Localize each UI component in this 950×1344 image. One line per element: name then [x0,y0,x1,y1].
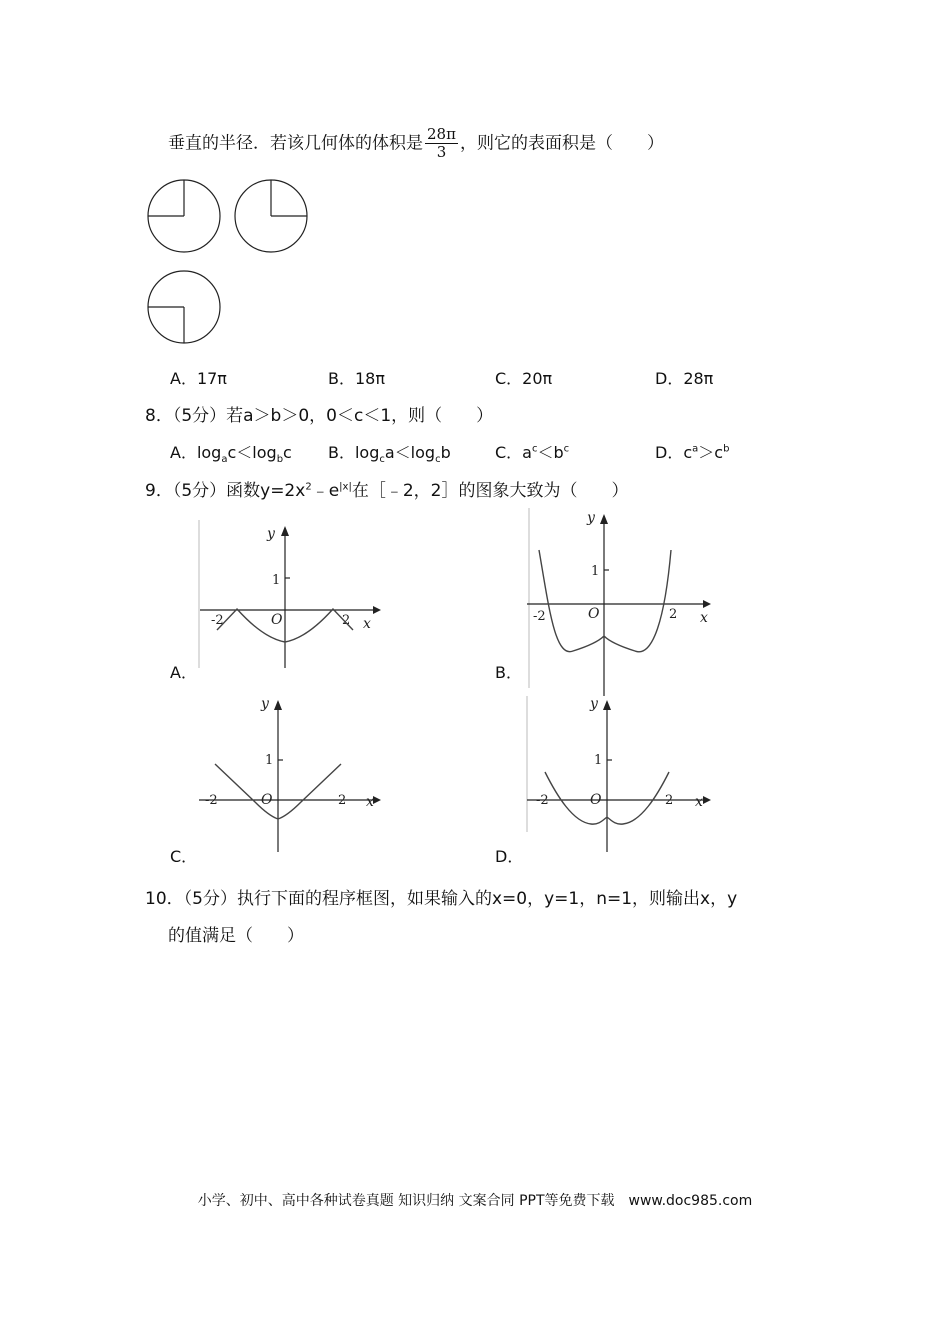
tick-1: 1 [272,573,281,588]
tick-2: 2 [665,793,674,808]
q8-a-part3: c [283,443,292,462]
y-axis-label: y [587,510,595,526]
y-axis-label: y [261,696,269,712]
tick-1: 1 [265,753,274,768]
tick-2: 2 [342,613,351,628]
volume-fraction [425,126,458,161]
q8-c-sup1: c [531,443,538,455]
q8-b-part2: a＜log [384,443,436,462]
fraction-denominator: 3 [436,143,447,161]
q7-option-b[interactable]: B．18π [328,369,385,388]
q8-d-part: D．c [655,443,693,462]
q7-option-a[interactable]: A．17π [170,369,227,388]
graph-d [525,692,715,857]
q9-stem-part2: ﹣e [311,481,340,501]
graph-c-label[interactable]: C． [170,847,198,866]
tick-neg2: -2 [211,613,224,628]
q9-stem [145,476,628,501]
q8-c-part: C．a [495,443,532,462]
origin-label: O [271,612,283,628]
q9-stem-part1: 9．（5分）函数y=2x [145,481,306,501]
y-axis-label: y [267,526,275,542]
graph-c [195,692,385,857]
q8-a-part2: c＜log [227,443,277,462]
front-view-figure [146,178,222,254]
page-footer: 小学、初中、高中各种试卷真题 知识归纳 文案合同 PPT等免费下载 www.doc985.com [197,1193,753,1209]
q7-stem [168,126,664,161]
tick-neg2: -2 [536,793,549,808]
q8-b-part: B．log [328,443,380,462]
origin-label: O [590,792,602,808]
q10-stem-line2: 的值满足（ ） [168,926,304,946]
q8-c-sup2: c [563,443,570,455]
origin-label: O [261,792,273,808]
x-axis-label: x [700,610,708,626]
q8-c-part2: ＜b [537,443,564,462]
q7-text-after: ，则它的表面积是（ ） [459,133,664,154]
q8-b-sub2: c [435,454,441,466]
q7-option-c[interactable]: C．20π [495,369,553,388]
graph-a [195,520,385,670]
q8-option-a[interactable] [170,440,292,465]
x-axis-label: x [695,794,703,810]
graph-b [525,508,715,698]
tick-2: 2 [669,607,678,622]
y-axis-label: y [590,696,598,712]
graph-a-label[interactable]: A． [170,663,197,682]
x-axis-label: x [366,794,374,810]
q8-b-sub1: c [379,454,385,466]
x-axis-label: x [363,616,371,632]
q9-stem-part3: 在［﹣2，2］的图象大致为（ ） [351,481,629,501]
tick-2: 2 [338,793,347,808]
q7-option-d[interactable]: D．28π [655,369,714,388]
fraction-numerator: 28π [427,125,456,143]
tick-neg2: -2 [533,609,546,624]
q8-option-d[interactable] [655,440,729,463]
q7-text-before: 垂直的半径．若该几何体的体积是 [168,133,423,154]
q9-sup2: |x| [339,481,352,493]
origin-label: O [588,606,600,622]
q8-b-part3: b [440,443,451,462]
tick-1: 1 [594,753,603,768]
q8-a-sub2: b [276,454,284,466]
q10-stem-line1: 10．（5分）执行下面的程序框图，如果输入的x=0，y=1，n=1，则输出x，y [145,889,738,909]
q8-option-c[interactable] [495,440,569,463]
tick-neg2: -2 [205,793,218,808]
top-view-figure [146,269,222,345]
graph-b-label[interactable]: B． [495,663,522,682]
side-view-figure [233,178,309,254]
graph-d-label[interactable]: D． [495,847,524,866]
q8-d-sup2: b [723,443,730,455]
q8-a-part: A．log [170,443,222,462]
tick-1: 1 [591,564,600,579]
q8-d-part2: ＞c [698,443,724,462]
q8-a-sub1: a [221,454,228,466]
q8-d-sup1: a [692,443,699,455]
q9-sup1: 2 [305,481,312,493]
q8-stem: 8．（5分）若a＞b＞0，0＜c＜1，则（ ） [145,406,494,426]
q8-option-b[interactable] [328,440,451,465]
